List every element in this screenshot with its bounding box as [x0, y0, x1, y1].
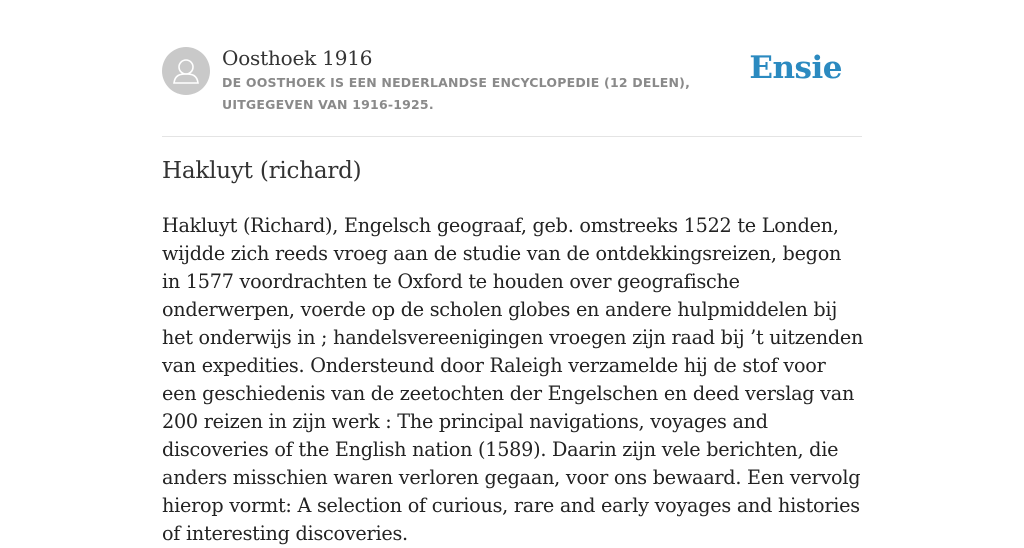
article-title: Hakluyt (richard) [162, 158, 362, 184]
source-title[interactable]: Oosthoek 1916 [222, 46, 373, 70]
page-container [162, 0, 864, 545]
source-header [162, 0, 862, 137]
source-description: DE OOSTHOEK IS EEN NEDERLANDSE ENCYCLOPEDIE (12 DELEN), UITGEGEVEN VAN 1916-1925. [222, 75, 691, 112]
brand-logo-link[interactable]: Ensie [749, 50, 842, 86]
user-avatar-icon[interactable] [162, 47, 210, 95]
article-body: Hakluyt (Richard), Engelsch geograaf, geb. omstreeks 1522 te Londen, wijdde zich reeds vroeg aan de studie van de ontdekkingsreizen, begon in 1577 voordrachten te Oxford te houden over geografische onderwerpen, voerde op de scholen globes en andere hulpmiddelen bij het onderwijs in ; handelsvereenigingen vroegen zijn raad bij ’t uitzenden van expedities. Ondersteund door Raleigh verzamelde hij de stof voor een geschiedenis van de zeetochten der Engelschen en deed verslag van 200 reizen in zijn werk : The principal navigations, voyages and discoveries of the English nation (1589). Daarin zijn vele berichten, die anders misschien waren verloren gegaan, voor ons bewaard. Een vervolg hierop vormt: A selection of curious, rare and early voyages and histories of interesting discoveries. [162, 214, 864, 545]
